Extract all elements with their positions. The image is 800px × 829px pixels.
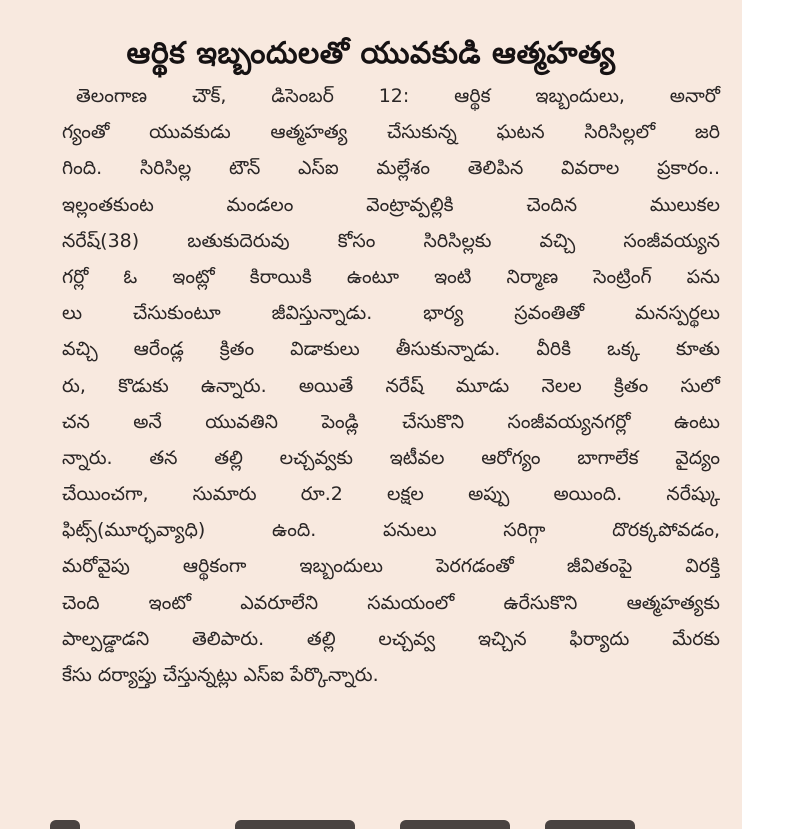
- article-line: రు, కొడుకు ఉన్నారు. అయితే నరేష్ మూడు నెలల క్రితం సులో: [62, 374, 720, 397]
- next-article-cutoff: [50, 812, 730, 829]
- article-line: తెలంగాణ చౌక్, డిసెంబర్ 12: ఆర్థిక ఇబ్బందులు, అనారో: [76, 85, 720, 107]
- article-line: గర్లో ఓ ఇంట్లో కిరాయికి ఉంటూ ఇంటి నిర్మాణ సెంట్రింగ్ పను: [62, 265, 720, 288]
- article-line: ఇల్లంతకుంట మండలం వెంట్రావ్పల్లికి చెందిన ములుకల: [62, 193, 720, 216]
- article-line: లు చేసుకుంటూ జీవిస్తున్నాడు. భార్య స్రవంతితో మనస్పర్థలు: [62, 302, 720, 325]
- article-body: [62, 78, 720, 693]
- article-line: చన అనే యువతిని పెండ్లి చేసుకొని సంజీవయ్యనగర్లో ఉంటు: [62, 410, 720, 433]
- article-line: చేయించగా, సుమారు రూ.2 లక్షల అప్పు అయింది. నరేష్కు: [62, 483, 720, 506]
- article-line: గ్యంతో యువకుడు ఆత్మహత్య చేసుకున్న ఘటన సిరిసిల్లలో జరి: [62, 121, 720, 144]
- article-line: మరోవైపు ఆర్థికంగా ఇబ్బందులు పెరగడంతో జీవితంపై విరక్తి: [62, 555, 720, 578]
- article-headline: ఆర్థిక ఇబ్బందులతో యువకుడి ఆత్మహత్య: [126, 36, 616, 72]
- article-line: పాల్పడ్డాడని తెలిపారు. తల్లి లచ్చవ్వ ఇచ్చిన ఫిర్యాదు మేరకు: [62, 627, 720, 650]
- article-line: నరేష్(38) బతుకుదెరువు కోసం సిరిసిల్లకు వచ్చి సంజీవయ్యన: [62, 229, 720, 252]
- article-line: న్నారు. తన తల్లి లచ్చవ్వకు ఇటీవల ఆరోగ్యం బాగాలేక వైద్యం: [62, 446, 720, 469]
- article-line: కేసు దర్యాప్తు చేస్తున్నట్లు ఎస్ఐ పేర్కొన్నారు.: [62, 664, 379, 686]
- article-line: గింది. సిరిసిల్ల టౌన్ ఎస్ఐ మల్లేశం తెలిపిన వివరాల ప్రకారం..: [62, 157, 720, 180]
- article-line: ఫిట్స్(మూర్ఛవ్యాధి) ఉంది. పనులు సరిగ్గా దొరక్కపోవడం,: [62, 519, 720, 542]
- article-line: చెంది ఇంటో ఎవరూలేని సమయంలో ఉరేసుకొని ఆత్మహత్యకు: [62, 591, 720, 614]
- article-line: వచ్చి ఆరేండ్ల క్రితం విడాకులు తీసుకున్నాడు. వీరికి ఒక్క కూతు: [62, 338, 720, 361]
